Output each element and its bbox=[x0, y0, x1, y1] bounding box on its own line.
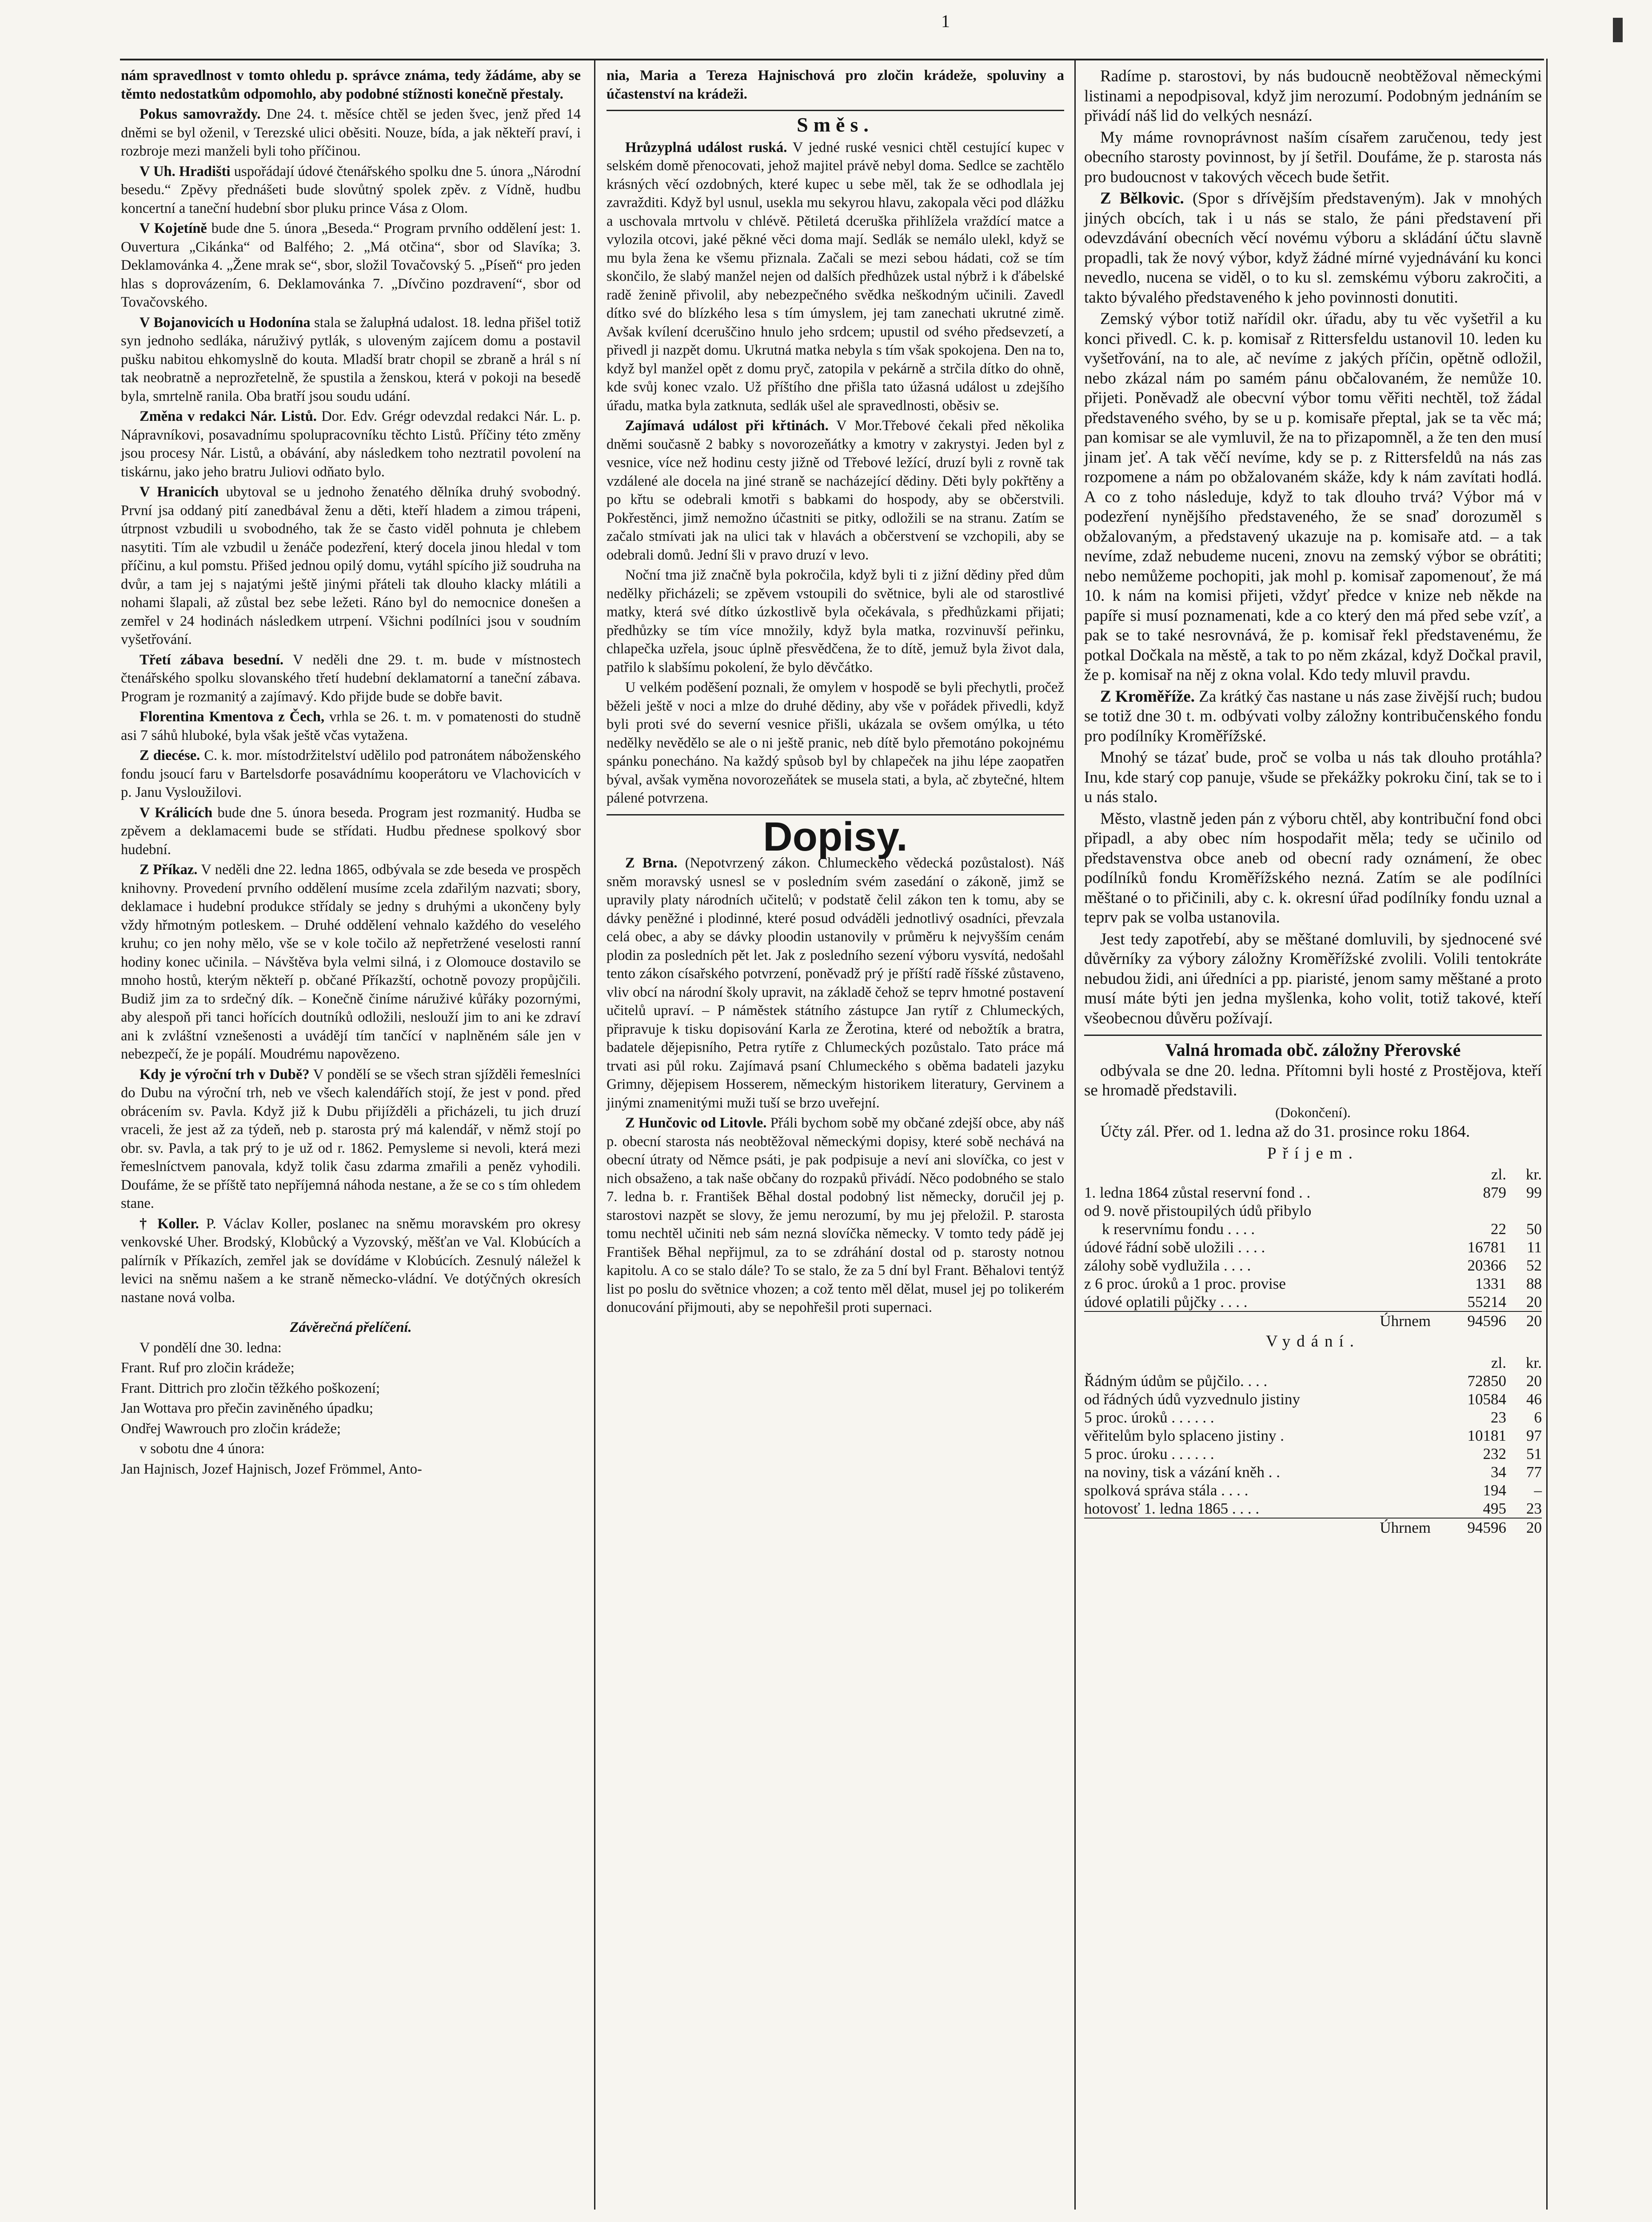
table-row: na noviny, tisk a vázání kněh . . 34 77 bbox=[1084, 1463, 1542, 1481]
news-item: Kdy je výroční trh v Dubě? V pondělí se se všech stran sjížděli řemeslníci do Dubu na výroční trh, neb ve všech kalendářích stojí, že jest v pond. před obrácením sv. Pavla. Když již k Dubu přijížděli a přicházeli, tu jich druzí vraceli, že jest až za týdeň, neb p. starosta prý má kalendář, v němž stojí po obr. sv. Pavla, a tak prý to je už od r. 1862. Pemysleme si nevoli, která mezi řemeslníctvem panovala, když tolik času zdarma zmařili a peněz vyhodili. Doufáme, že se příště tato nepříjemná náhoda nestane, a že se co s tím ohledem stane. bbox=[121, 1066, 581, 1211]
table-row: 5 proc. úroku . . . . . . 232 51 bbox=[1084, 1445, 1542, 1463]
income-table bbox=[1084, 1165, 1542, 1330]
paragraph: Město, vlastně jeden pán z výboru chtěl, aby kontribuční fond obci připadl, a aby obec ním hospodařit měla; tedy se učinilo od představenstva obce aneb od obecní rady oznámení, že obec podílníků fondu Kroměřížského nezná. Zatím se ale podílníci měštané o to přičinili, aby c. k. okresní úřad podílníky fondu uznal a teprv pak se volba ustanovila. bbox=[1084, 809, 1542, 927]
column-header: zl. bbox=[1491, 1354, 1506, 1371]
table-total-row: Úhrnem 94596 20 bbox=[1084, 1518, 1542, 1537]
section-heading-valna: Valná hromada obč. záložny Přerovské bbox=[1165, 1040, 1461, 1060]
table-header-row bbox=[1084, 1354, 1542, 1372]
column-1 bbox=[121, 67, 581, 2214]
continuation-note: (Dokončení). bbox=[1275, 1104, 1351, 1120]
table-row: 5 proc. úroků . . . . . . 23 6 bbox=[1084, 1408, 1542, 1426]
table-row: z 6 proc. úroků a 1 proc. provise 1331 88 bbox=[1084, 1275, 1542, 1292]
column-header: kr. bbox=[1526, 1166, 1542, 1183]
column-header: zl. bbox=[1491, 1166, 1506, 1183]
page-corner-mark bbox=[1613, 18, 1623, 42]
news-item: Z diecése. C. k. mor. místodržitelství udělilo pod patronátem náboženského fondu jsoucí faru v Bartelsdorfe posavádnímu kooperátoru ve Vlachovicích v p. Janu Vysloužilovi. bbox=[121, 747, 581, 800]
section-heading-court: Závěrečná přelíčení. bbox=[290, 1319, 412, 1335]
news-item: Zajímavá událost při křtinách. V Mor.Třebové čekali před několika dněmi současně 2 babky s novorozeňátky a kmotry v zakrystyi. Jeden byl z vesnice, více než hodinu cesty jižně od Třebové ležící, druzí byli z rovně tak vzdálené ale docela na jiné straně se nacházející dědiny. Děti byly pokřtěny a po křtu se odebrali kmotři s babkami do hospody, aby se občerstvili. Pokřestěnci, jimž nemožno účastniti se pitky, odložili se na stranu. Zatím se začalo stmívati jak na ulici tak v hlavách a občerstvení se vzchopili, aby se odebrali domů. Jední šli v pravo druzí v levo. bbox=[607, 418, 1064, 563]
paragraph: Jest tedy zapotřebí, aby se měštané domluvili, by sjednocené své důvěrníky za výbory záložny Kroměřížské zvolili. Volili tentokráte nebudou židi, ani úředníci a pp. piaristé, jenom samy měštané a proto musí máte býti jen jedna myšlenka, koho volit, totiž takové, kteří všeobecnou důvěru požívají. bbox=[1084, 930, 1542, 1027]
news-item: Třetí zábava besední. V neděli dne 29. t. m. bude v místnostech čtenářského spolku slovanského třetí hudební deklamatorní a taneční zábava. Program je rozmanitý a zajímavý. Kdo přijde bude se dobře bavit. bbox=[121, 651, 581, 705]
letter-item: Z Brna. (Nepotvrzený zákon. Chlumeckého vědecká pozůstalost). Náš sněm moravský usnesl se v posledním svém zasedání o zákoně, jimž se upravily platy národních učitelů; v podstatě čelil zákon ten k tomu, aby se dávky peněžné i plodinné, které posud odváděli jednotlivý osadníci, převzala celá obec, a aby se dávky ploodin ustanovily v průměru k nejvyšším cenám plodin za posledních pět let. Jak z posledního sezení výboru vysvítá, nedošahl tento zákon císařského potvrzení, poněvadž prý je příští radě říšské zůstaveno, vliv obcí na národní školy upravit, na základě čehož se teprv hmotné postavení učitelů upraví. – P náměstek státního zástupce Jan rytíř z Chlumeckých, připravuje k tisku dopisování Karla ze Žerotina, které od nebožtík a bratra, badatele dějepisního, Petra rytíře z Chlumeckých pozůstalo. Tato práce má trvati asi půl roku. Zajímavá psaní Chlumeckého s oběma badateli jazyku Grimny, dějepisem Hosserem, německým historikem literatury, Gervinem a jinými znamenitými muži tuší se brzo uveřejní. bbox=[607, 855, 1064, 1111]
expense-heading: Vydání. bbox=[1265, 1332, 1361, 1351]
court-line: Jan Hajnisch, Jozef Hajnisch, Jozef Frömmel, Anto- bbox=[121, 1461, 422, 1477]
court-line: Jan Wottava pro přečin zaviněného úpadku; bbox=[121, 1400, 374, 1416]
table-row: od 9. nově přistoupilých údů přibylo bbox=[1084, 1202, 1312, 1219]
table-total-row: Úhrnem 94596 20 bbox=[1084, 1311, 1542, 1330]
column-2 bbox=[607, 67, 1064, 2214]
separator bbox=[1084, 1035, 1542, 1036]
page-mark: 1 bbox=[941, 11, 950, 31]
news-item: Pokus samovraždy. Dne 24. t. měsíce chtěl se jeden švec, jenž před 14 dněmi se byl oženil, v Terezské ulici oběsiti. Nouze, bída, a jak někteří praví, i rozbroje mezi manželi byli toho příčinou. bbox=[121, 106, 581, 159]
letter-item: Z Kroměříže. Za krátký čas nastane u nás zase živější ruch; budou se totiž dne 30 t. m. odbývati volby záložny kontribučenského fondu pro podílníky Kroměřížské. bbox=[1084, 687, 1542, 745]
news-item: V Uh. Hradišti uspořádají údové čtenářského spolku dne 5. února „Národní besedu.“ Zpěvy přednášeti bude slovůtný spolek zpěv. z Vídně, hudbu koncertní a taneční hudební sbor pluku prince Vása z Olom. bbox=[121, 163, 581, 216]
news-item: V Bojanovicích u Hodonína stala se žalupłná udalost. 18. ledna přišel totiž syn jednoho sedláka, náruživý pytlák, s uloveným zajícem domu a postavil pušku nabitou ehkomyslně do kouta. Mladší bratr chopil se zbraně a hrál s ní tak neobratně a neprozřetelně, že spustila a ženskou, která v pokoji na besedě byla, smrtelně ranila. Oba bratří jsou soudu udání. bbox=[121, 314, 581, 404]
table-header-row bbox=[1084, 1165, 1542, 1183]
table-row: 1. ledna 1864 zůstal reservní fond . . 879 99 bbox=[1084, 1184, 1542, 1201]
news-item: Hrůzyplná událost ruská. V jedné ruské vesnici chtěl cestující kupec v selském domě přenocovati, jehož majitel právě nebyl doma. Sedlce se zachtělo krásných věcí ozdobných, které kupec u sebe měl, tak že se odhodlala jej zavražditi. Když byl usnul, usekla mu sekyrou hlavu, zakopala věci pod dlážku a uschovala mrtvolu v chlévě. Pětiletá dceruška přihlížela vraždící matce a vylozila otcovi, jaké pěkné věci doma mají. Sedlák se nemálo ulekl, když se mu byla žena ke všemu přiznala. Začali se mezi sebou hádati, což se tím skončilo, že slabý manžel nejen od dalších předhůzek ustal nýbrž i k ďábelské radě ženině přivolil, aby nebezpečného svědka neškodným učinili. Zavedl dítko své do blízkého lesa s tím úmyslem, jej tam zanechati ukrutné zimě. Avšak kvílení dceruščino hnulo jeho srdcem; upustil od svého předsevzetí, a přivedl ji nazpět domu. Ukrutná matka nebyla s tím však spokojena. Den na to, když byl manžel opět z domu pryč, zatopila v pekárně a strčila dítko do ohně, kde svůj konec vzalo. Už příštího dne přišla tato úžasná událost u zdejšího úřadu, matka byla zatknuta, sedlák ušel ale spravedlnosti, oběsiv se. bbox=[607, 139, 1064, 414]
column-header: kr. bbox=[1526, 1354, 1542, 1371]
accounts-title: Účty zál. Přer. od 1. ledna až do 31. prosince roku 1864. bbox=[1100, 1123, 1470, 1141]
table-row: Řádným údům se půjčilo. . . . 72850 20 bbox=[1084, 1372, 1542, 1390]
right-rule bbox=[1546, 59, 1548, 2210]
table-row: spolková správa stála . . . . 194 – bbox=[1084, 1481, 1542, 1499]
paragraph: My máme rovnoprávnost naším císařem zaručenou, tedy jest obecního starosty povinnost, by jí šetřil. Doufáme, že p. starosta nás pro budoucnost v takových věcech bude šetřit. bbox=[1084, 128, 1542, 186]
table-row: zálohy sobě vydlužila . . . . 20366 52 bbox=[1084, 1257, 1542, 1274]
news-item: V Králicích bude dne 5. února beseda. Program jest rozmanitý. Hudba se zpěvem a deklamacemi bude se střídati. Hudbu přednese spolkový sbor hudební. bbox=[121, 804, 581, 858]
table-row: údové řádní sobě uložili . . . . 16781 11 bbox=[1084, 1239, 1542, 1256]
column-rule-1 bbox=[594, 59, 595, 2210]
separator bbox=[607, 110, 1064, 111]
news-item: V Kojetíně bude dne 5. února „Beseda.“ Program prvního oddělení jest: 1. Ouvertura „Cikánka“ od Balfého; 2. „Má otčina“, sbor od Slavíka; 3. Deklamovánka 4. „Žene mrak se“, sbor, složil Tovačovský 5. „Píseň“ pro jeden hlas s doprovázením, 6. Deklamovánka 7. „Dívčino pozdravení“, sbor od Tovačovského. bbox=[121, 220, 581, 310]
paragraph: Noční tma již značně byla pokročila, když byli ti z jižní dědiny před dům nedělky přicházeli; se zpěvem vstoupili do světnice, byli ale od starostlivé matky, která své dítko úzkostlivě byla očekávala, s předhůzkami přijati; předhůzky se tím více množily, když byla matka, rozvinuvší peřinku, chlapečka uzřela, jsouc úplně přesvědčena, že to dítě, jemuž byla život dala, patřilo k slabšímu pokolení, že bylo děvčátko. bbox=[607, 567, 1064, 675]
section-heading-dopisy: Dopisy. bbox=[763, 814, 908, 859]
letter-item: Z Hunčovic od Litovle. Přáli bychom sobě my občané zdejší obce, aby náš p. obecní starosta nás neobtěžoval německými dopisy, které sobě nechává na obecní útraty od Němce psáti, je pak podpisuje a neví ani slovíčka, co jest v nich obsaženo, a tak naše občany do rozpaků přivádí. Něco podobného se stalo 7. ledna b. r. František Běhal dostal podobný list německy, doručil jej p. starostovi nazpět se slovy, že jemu nerozumí, by mu jej přeložil. P. starosta tomu nechtěl učiniti neb sám nezná slovíčka německy. V tomto tedy pádě jej František Běhal nepřijmul, za to se zdráhání dostal od p. starosty notnou kapitolu. A co se stalo dále? To se stalo, že za 5 dní byl Frant. Běhalovi tentýž list po poslu do světnice vhozen; a což tento měl dělat, musel jej po tolikerém donucování přijmouti, aby se nepohřešil proti supernaci. bbox=[607, 1115, 1065, 1315]
paragraph: nia, Maria a Tereza Hajnischová pro zločin krádeže, spoluviny a účastenství na krádeži. bbox=[607, 68, 1064, 102]
news-item: V Hranicích ubytoval se u jednoho ženatého dělníka druhý svobodný. První jsa oddaný pití zanedbával ženu a děti, kteří hladem a zimou trápeni, útrpnost vzbudili u svobodného, tak že se často viděl pohnuta je chlebem nasytiti. Tím ale vzbudil u ženáče podezření, který docela jinou hledal v tom příčinu, a kul pomstu. Přišed jednou opilý domu, vytáhl spícího již soudruha na dvůr, a tam jej s najatými ještě jinými přáteli tak dlouho klacky mlátili a nohami šlapali, až zůstal bez sebe ležeti. Ráno byl do nemocnice donešen a zemřel v 24 hodinách následkem utrpení. Všichni podílníci jsou v soudním vyšetřování. bbox=[121, 484, 581, 647]
paragraph: Radíme p. starostovi, by nás budoucně neobtěžoval německými listinami a nepodpisoval, když jim nerozumí. Podobným jednáním se přivádí náš lid do velkých nesnází. bbox=[1084, 67, 1542, 125]
section-heading-smes: Směs. bbox=[797, 113, 874, 136]
court-line: Frant. Dittrich pro zločin těžkého poškození; bbox=[121, 1380, 380, 1396]
court-line: Frant. Ruf pro zločin krádeže; bbox=[121, 1360, 295, 1376]
paragraph: U velkém poděšení poznali, že omylem v hospodě se byli přechytli, pročež běželi ještě v noci a mlze do druhé dědiny, aby vše v pořádek přivedli, když byli proti své do severní vesnice přišli, ukázala se ovšem omýlka, u této nedělky nevědělo se ale o ni ještě pranic, neb dítě bylo přemotáno pokojnému spánku ponecháno. Na každý spůsob byl by chlapeček na jihu lépe zaopatřen býval, avšak vyměna novorozeňátek se musela stati, a byla, ač zbytečné, hltem pálené potvrzena. bbox=[607, 679, 1064, 806]
news-item: Změna v redakci Nár. Listů. Dor. Edv. Grégr odevzdal redakci Nár. L. p. Nápravníkovi, posavadnímu spolupracovníku těchto Listů. Příčiny této změny jsou procesy Nár. Listů, a obávání, aby následkem toho neztratil povolení na tiskárnu, jako jeho bratru Juliovi odňato bylo. bbox=[121, 408, 581, 480]
news-item: Z Příkaz. V neděli dne 22. ledna 1865, odbývala se zde beseda ve prospěch knihovny. Provedení prvního oddělení musíme zcela zdařilým nazvati; sbory, deklamace i hudební produkce střídaly se jedny s druhými a ukončeny byly vždy hřmotným potleskem. – Druhé oddělení vehnalo každého do veselého kruhu; co jen nohy mělo, vše se v kole točilo až nepřetržené veselosti ranní hodiny konec učinila. – Návštěva byla velmi silná, i z Olomouce dostavilo se mnoho hostů, kterým někteří p. občané Příkazští, ochotně povozy propůjčili. Budiž jim za to srdečný dík. – Konečně činíme náruživé kůřáky pozornými, aby alespoň při tanci hořících doutníků odložili, neslouží jim to ani ke zdraví ani k zvláštní vznešenosti a uvádějí tím tančící v naplněném sále jen v nebezpečí, že je popálí. Moudrému napovězeno. bbox=[121, 862, 581, 1062]
income-heading: Příjem. bbox=[1267, 1144, 1359, 1163]
court-line: Ondřej Wawrouch pro zločin krádeže; bbox=[121, 1420, 341, 1437]
table-row: od řádných údů vyzvednulo jistiny 10584 46 bbox=[1084, 1390, 1542, 1408]
table-row: hotovosť 1. ledna 1865 . . . . 495 23 bbox=[1084, 1499, 1542, 1517]
paragraph: Zemský výbor totiž nařídil okr. úřadu, aby tu věc vyšetřil a ku konci přivedl. C. k. p. komisař z Rittersfeldu ustanovil 10. leden ku vyšetřování, na to ale, ač nevíme z jakých příčin, opětně odložil, nebo zkázal nám po samém pánu občalovaném, že nemůže 10. přijeti. Poněvadž ale obecvní výbor tomu věřiti nechtěl, tož žádal představeného svého, by se u p. komisaře přeptal, jak se ta věc má; pan komisar se ale vymluvil, že na to přizapomněl, a že ten den musí jinam jeť. A tak věčí nevíme, kdy se p. z Rittersfeldů na nás zas rozpomene a nám po obžalovaném skáže, kdy k nám zavítati hodlá. A co z toho následuje, když to tak dlouho trvá? Výbor má v podezření nynějšího představeného, že se snaď dorozuměl s obžalovaným, a představený ukazuje na p. komisaře atd. – a tak nevíme, zdaž nebudeme nuceni, znovu na zemský výbor se obrátiti; nebo nemůžeme pochopiti, jak mohl p. komisař zapomenouť, že má 10. k nám na komisi přijeti, vždyť předce v knize neb někde na papíře si musí poznamenati, kde a co který den má před sebe vzíť, a pak se to také nesrovnává, že p. komisař řekl představenému, že potkal Dočkala na městě, a tak to po něm zkázal, když Dočkal pravil, že p. komisař na něj z okna volal. Kdo tedy mluvil pravdu. bbox=[1084, 310, 1542, 684]
paragraph: nám spravedlnost v tomto ohledu p. správce známa, tedy žádáme, aby se těmto nedostatkům odpomohlo, aby podobné stížnosti konečně přestaly. bbox=[121, 68, 581, 102]
table-row: k reservnímu fondu . . . . 22 50 bbox=[1102, 1220, 1542, 1238]
letter-item: Z Bělkovic. (Spor s dřívějším představeným). Jak v mnohých jiných obcích, tak i u nás se stalo, že páni představení při odevzdávání obecních věcí novému výboru a skládání účtu slavně propadli, tak že nový výbor, když žádné mírné vyjednávání ku konci nevedlo, nucena se viděl, o to ku sl. zemskému výboru zakročiti, a takto bývalého představeného k jeho povinnosti donutiti. bbox=[1084, 189, 1542, 307]
news-item: Florentina Kmentova z Čech, vrhla se 26. t. m. v pomatenosti do studně asi 7 sáhů hluboké, byla však ještě včas vytažena. bbox=[121, 709, 581, 743]
paragraph: odbývala se dne 20. ledna. Přítomni byli hosté z Prostějova, kteří se hromadě představili. bbox=[1084, 1061, 1542, 1099]
table-row: věřitelům bylo splaceno jistiny . 10181 97 bbox=[1084, 1427, 1542, 1444]
table-row: údové oplatili půjčky . . . . 55214 20 bbox=[1084, 1293, 1542, 1311]
top-rule bbox=[120, 59, 1544, 60]
news-item: † Koller. P. Václav Koller, poslanec na sněmu moravském pro okresy venkovské Uher. Brodský, Klobůcký a Vyzovský, měšťan ve Val. Klobúcích a palírník v Příkazích, zemřel jak se dovídáme v Klobúcích. Zesnulý náležel k levici na sněmu našem a ke straně německo-vládní. Ve dotýčných okresích nastane nová volba. bbox=[121, 1215, 581, 1306]
column-3 bbox=[1084, 67, 1542, 2214]
paragraph: Mnohý se tázať bude, proč se volba u nás tak dlouho protáhla? Inu, kde starý cop panuje, všude se překážky pokroku činí, tak se to i u nás stalo. bbox=[1084, 748, 1542, 806]
expense-table bbox=[1084, 1354, 1542, 1537]
court-line: V pondělí dne 30. ledna: bbox=[140, 1339, 282, 1356]
column-rule-2 bbox=[1074, 59, 1076, 2210]
court-line: v sobotu dne 4 února: bbox=[140, 1441, 265, 1457]
